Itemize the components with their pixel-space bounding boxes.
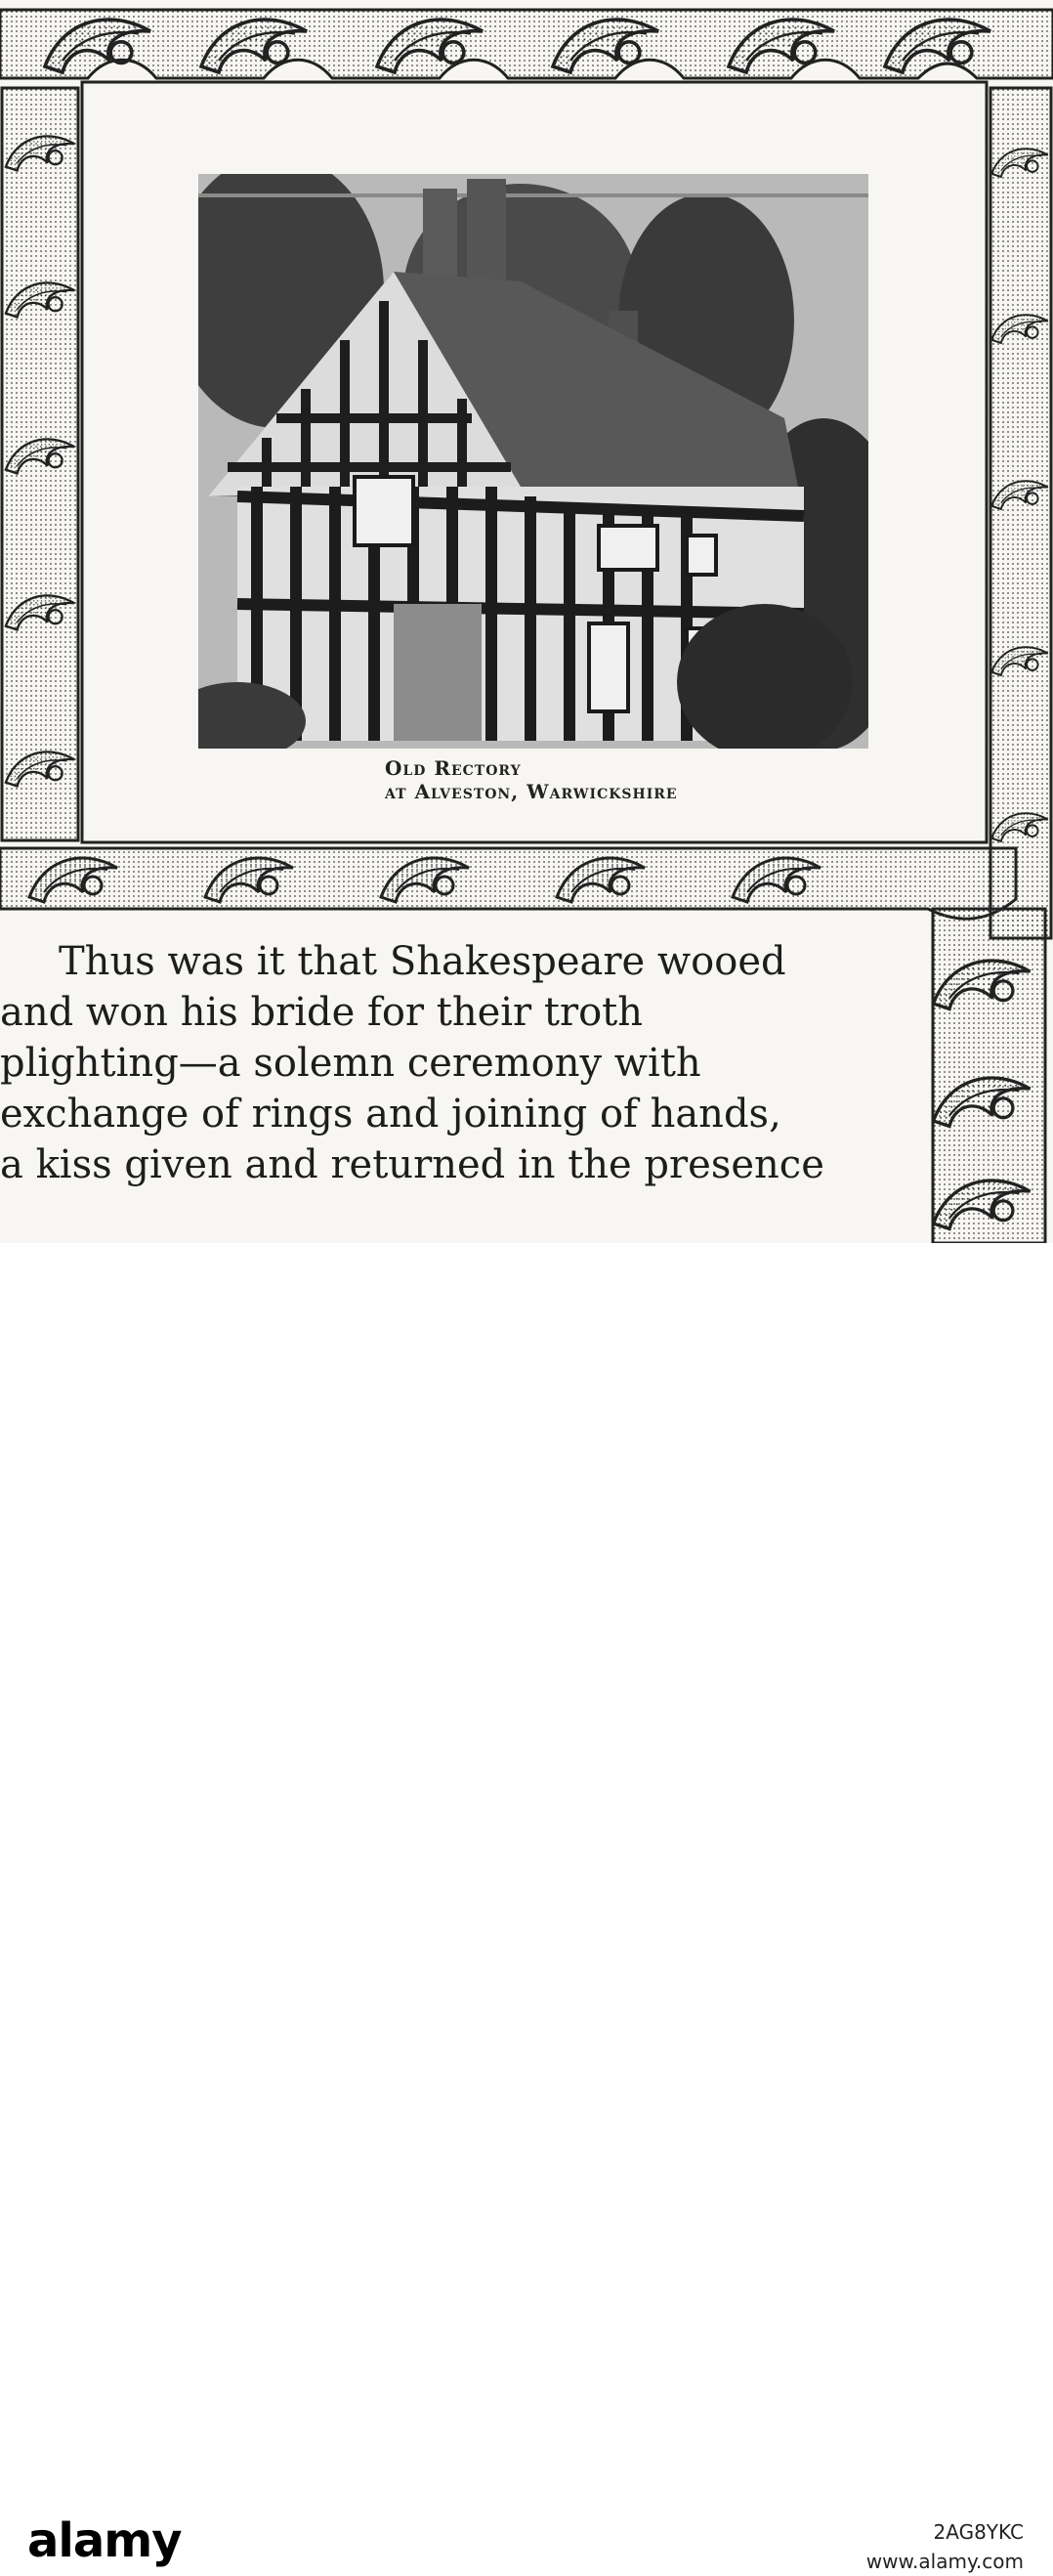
body-line: and won his bride for their troth [0,990,644,1035]
book-page [0,0,1053,1243]
caption-line-1: Old Rectory [385,756,522,780]
body-line: a kiss given and returned in the presence [0,1142,824,1187]
stock-image-id [866,2517,1024,2576]
caption-line-2: at Alveston, Warwickshire [385,780,678,803]
alamy-logo: alamy [27,2513,182,2568]
body-line: Thus was it that Shakespeare wooed [59,939,786,984]
body-paragraph [0,936,928,1190]
body-line: exchange of rings and joining of hands, [0,1092,781,1137]
body-line: plighting—a solemn ceremony with [0,1041,701,1086]
image-id: 2AG8YKC [933,2520,1024,2544]
watermark-bar [0,1243,1053,2573]
rectory-photograph [198,174,868,749]
site-url: www.alamy.com [865,2550,1024,2573]
